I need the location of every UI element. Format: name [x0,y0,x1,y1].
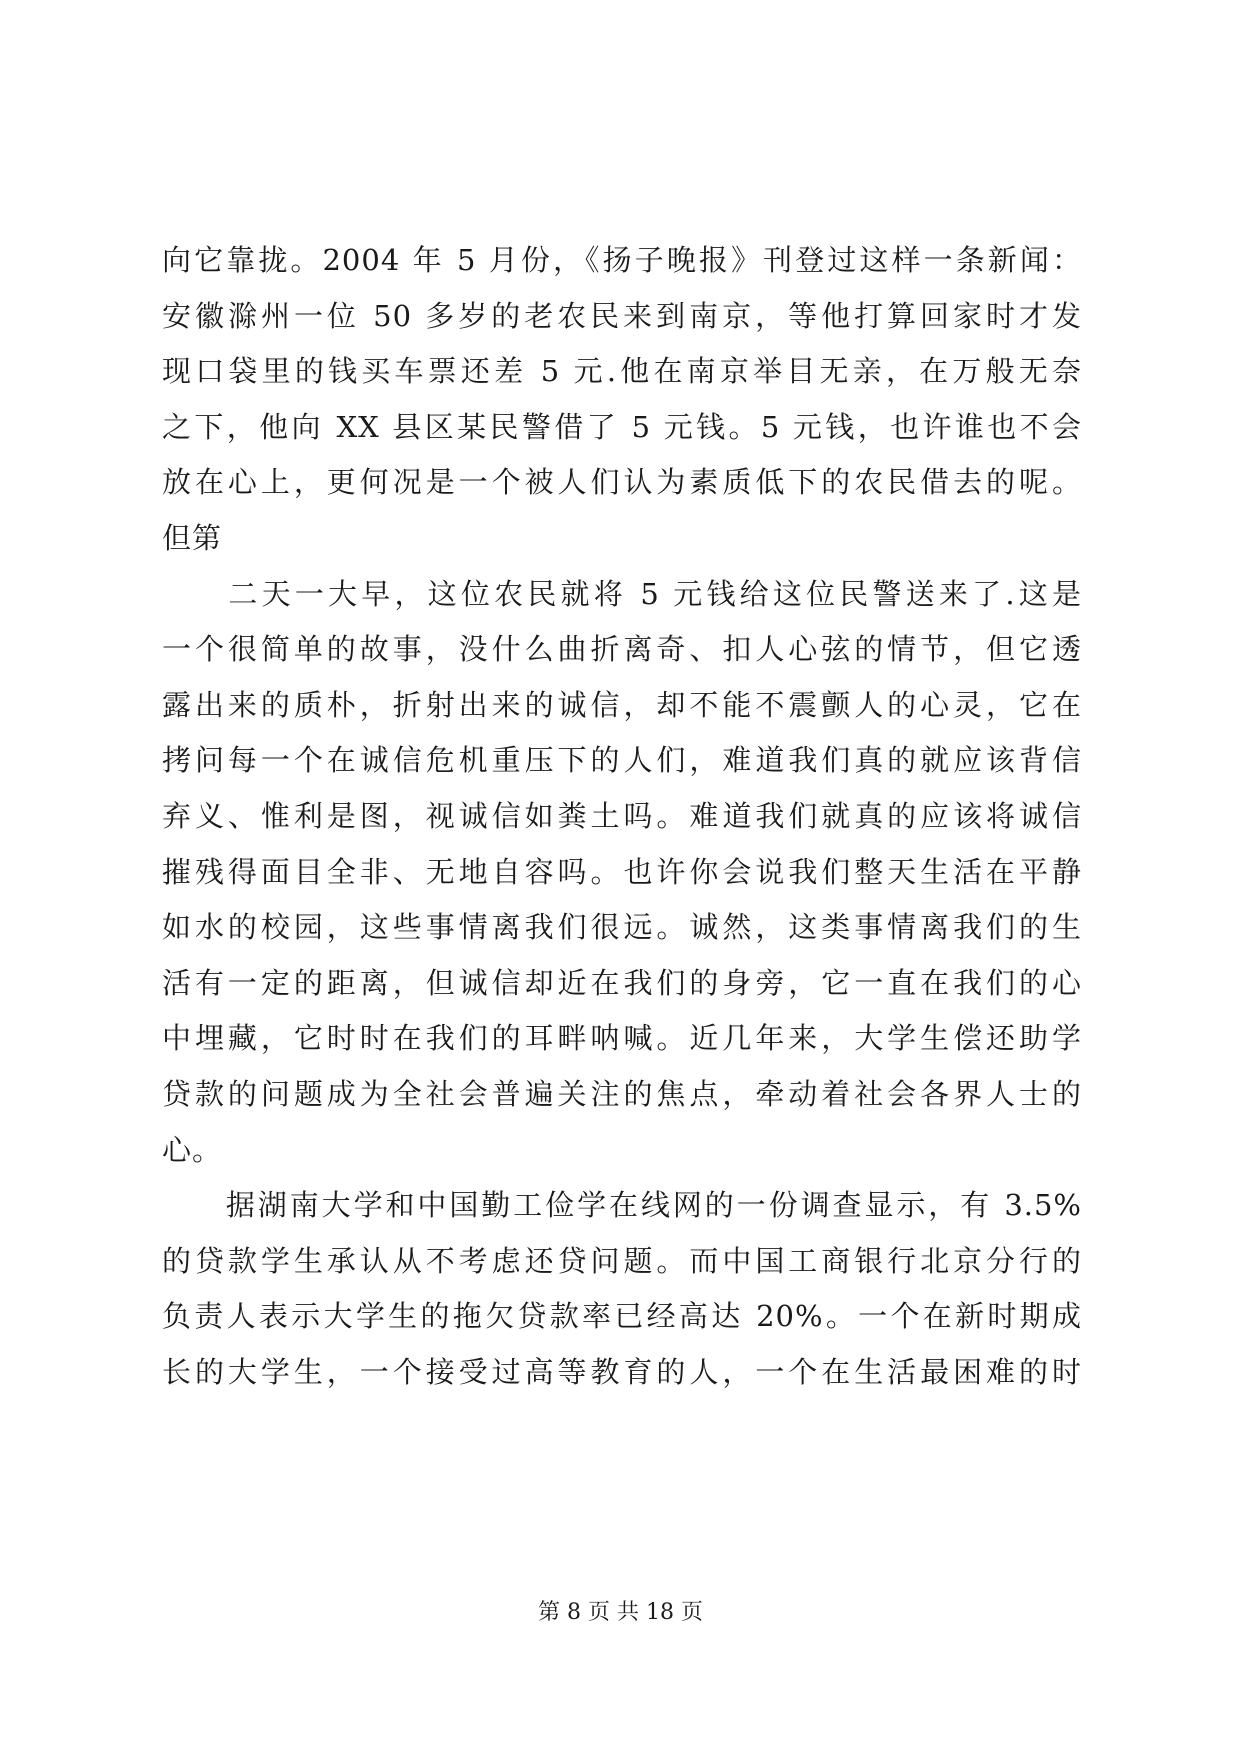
text-line: 心。 [162,1132,223,1167]
text-line: 摧残得面目全非、无地自容吗。也许你会说我们整天生活在平静 [162,854,1082,889]
text-line: 长的大学生，一个接受过高等教育的人，一个在生活最困难的时 [162,1354,1082,1389]
text-line: 弃义、惟利是图，视诚信如粪土吗。难道我们就真的应该将诚信 [162,798,1082,833]
body-text [162,233,1082,1400]
page-number-footer: 第 8 页 共 18 页 [538,1600,703,1625]
text-line: 现口袋里的钱买车票还差 5 元.他在南京举目无亲，在万般无奈 [162,354,1082,389]
text-line: 安徽滁州一位 50 多岁的老农民来到南京，等他打算回家时才发 [162,298,1082,333]
text-line: 放在心上，更何况是一个被人们认为素质低下的农民借去的呢。 [162,465,1082,500]
text-line: 但第 [162,520,223,555]
text-line: 拷问每一个在诚信危机重压下的人们，难道我们真的就应该背信 [162,743,1082,778]
text-line: 之下，他向 XX 县区某民警借了 5 元钱。5 元钱，也许谁也不会 [162,409,1082,444]
text-line: 负责人表示大学生的拖欠贷款率已经高达 20%。一个在新时期成 [162,1299,1082,1334]
text-line: 贷款的问题成为全社会普遍关注的焦点，牵动着社会各界人士的 [162,1076,1082,1111]
text-line: 二天一大早，这位农民就将 5 元钱给这位民警送来了.这是 [162,576,1082,611]
text-line: 的贷款学生承认从不考虑还贷问题。而中国工商银行北京分行的 [162,1243,1082,1278]
text-line: 向它靠拢。2004 年 5 月份，《扬子晚报》刊登过这样一条新闻： [162,243,1082,277]
text-line: 露出来的质朴，折射出来的诚信，却不能不震颤人的心灵，它在 [162,687,1082,722]
text-line: 中埋藏，它时时在我们的耳畔呐喊。近几年来，大学生偿还助学 [162,1021,1082,1056]
text-line: 如水的校园，这些事情离我们很远。诚然，这类事情离我们的生 [162,910,1082,945]
text-line: 活有一定的距离，但诚信却近在我们的身旁，它一直在我们的心 [162,965,1082,1000]
text-line: 据湖南大学和中国勤工俭学在线网的一份调查显示，有 3.5% [162,1188,1082,1223]
text-line: 一个很简单的故事，没什么曲折离奇、扣人心弦的情节，但它透 [162,632,1082,667]
